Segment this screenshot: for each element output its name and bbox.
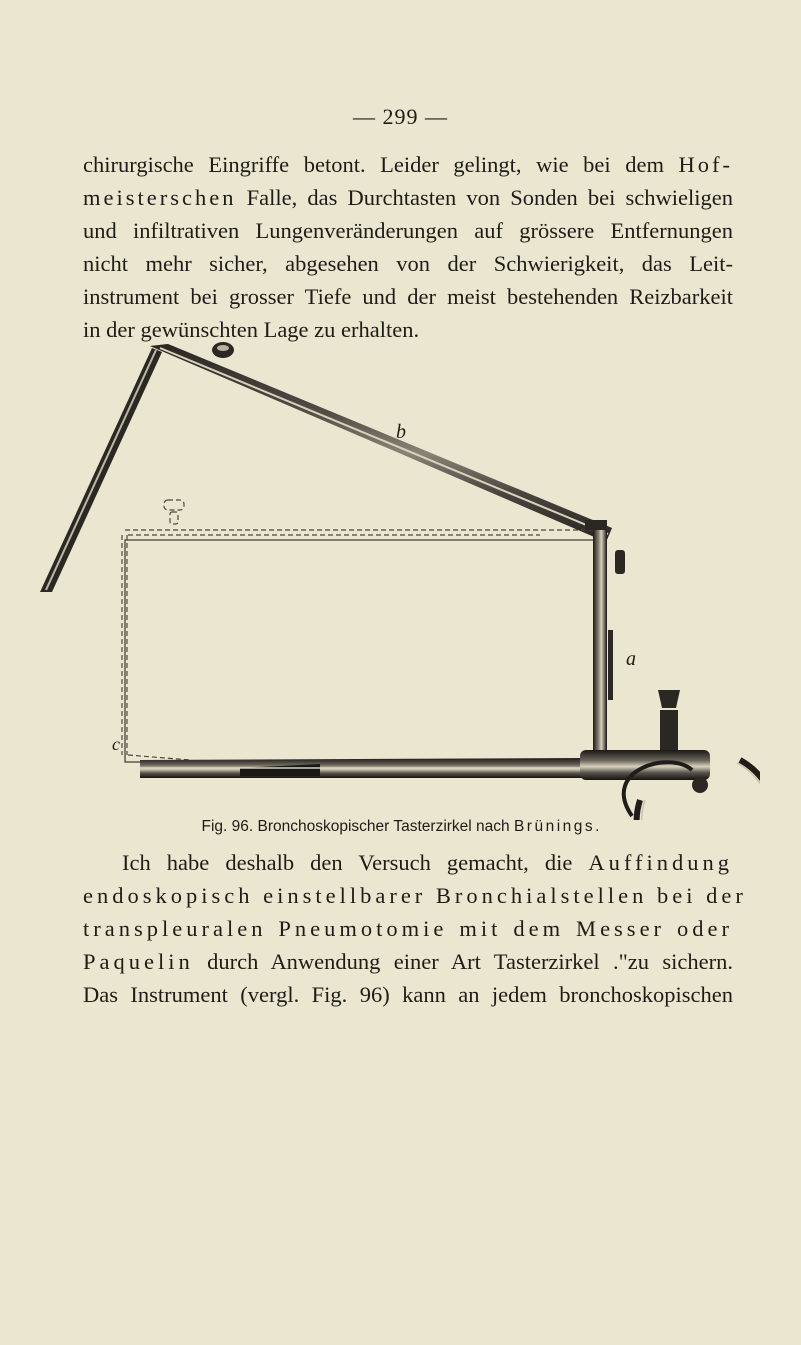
paragraph-2: [83, 846, 747, 1011]
text-line: transpleuralen Pneumotomie mit dem Messer oder: [83, 916, 733, 941]
text-line: in der gewünschten Lage zu erhalten.: [83, 317, 420, 342]
page-number: — 299 —: [353, 104, 448, 129]
figure-labels: [112, 421, 636, 754]
vertical-rod-a: [585, 520, 625, 775]
text-line: Ich habe deshalb den Versuch gemacht, die Auffindung: [122, 850, 733, 875]
label-a: a: [626, 648, 636, 670]
label-b: b: [396, 421, 406, 443]
text-line: nicht mehr sicher, abgesehen von der Schwierigkeit, das Leit-: [83, 251, 733, 276]
text-line: und infiltrativen Lungenveränderungen auf grössere Entfernungen: [83, 218, 733, 243]
label-c: c: [112, 734, 120, 754]
lower-horizontal-rod: [140, 758, 590, 778]
inner-rectangle-frame: [125, 540, 595, 762]
text-line: chirurgische Eingriffe betont. Leider gelingt, wie bei dem Hof-: [83, 152, 733, 177]
text-line: meisterschen Falle, das Durchtasten von Sonden bei schwieligen: [83, 185, 733, 210]
text-line: instrument bei grosser Tiefe und der meist bestehenden Reizbarkeit: [83, 284, 733, 309]
bent-upper-arm: [40, 342, 612, 592]
text-line: Paquelin durch Anwendung einer Art Tasterzirkel ."zu sichern.: [83, 949, 733, 974]
dashed-reference-outline: [122, 500, 600, 760]
paragraph-1: [83, 148, 733, 346]
text-line: endoskopisch einstellbarer Bronchialstellen bei der: [83, 883, 747, 908]
figure-caption: Fig. 96. Bronchoskopischer Tasterzirkel nach Brünings.: [201, 818, 600, 835]
text-line: Das Instrument (vergl. Fig. 96) kann an jedem bronchoskopischen: [83, 982, 733, 1007]
bronchoscopic-caliper-figure: [40, 330, 760, 820]
